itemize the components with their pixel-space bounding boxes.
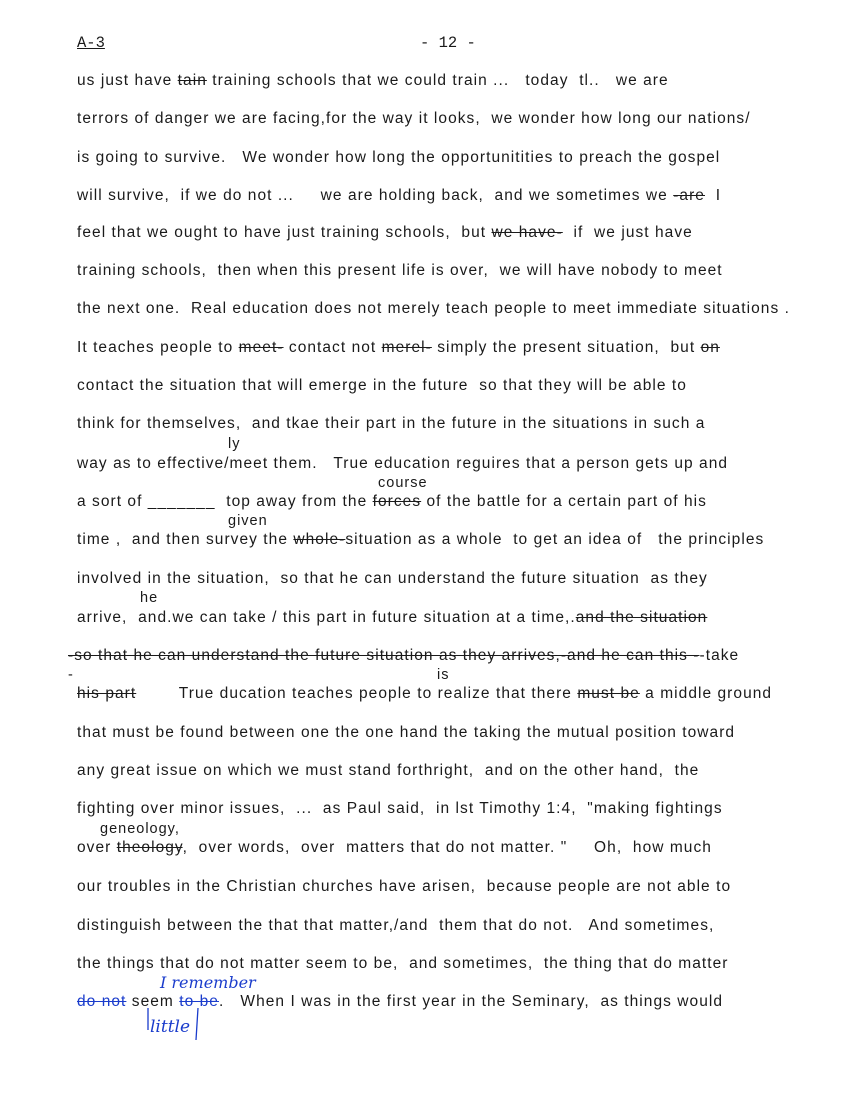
struck-text: his part xyxy=(77,685,137,702)
line-text: way as to effective/meet them. True education reguires that a person gets up and xyxy=(77,455,729,472)
line-text: feel that we ought to have just training schools, but xyxy=(77,224,492,241)
line-text: of the battle for a certain part of his xyxy=(421,493,707,510)
struck-text: meet- xyxy=(238,339,284,356)
insertion-is: is xyxy=(437,667,450,683)
struck-text: tain xyxy=(177,72,207,89)
line-text: distinguish between the that that matter,/and them that do not. And sometimes, xyxy=(77,917,715,934)
struck-text: whole- xyxy=(293,531,346,548)
text-line xyxy=(68,647,739,665)
text-line xyxy=(77,493,707,511)
line-text: situation as a whole to get an idea of the principles xyxy=(345,531,765,548)
line-text: over xyxy=(77,839,117,856)
struck-text: forces xyxy=(372,493,422,510)
struck-text: -so that he can understand the future situation as they arrives,-and he can this - xyxy=(68,647,700,664)
text-line xyxy=(77,955,729,973)
line-text: that must be found between one the one hand the taking the mutual position toward xyxy=(77,724,736,741)
line-text: . When I was in the first year in the Seminary, as things would xyxy=(218,993,724,1010)
text-line xyxy=(77,72,669,90)
handwritten-little: little xyxy=(150,1017,191,1037)
struck-text: we have- xyxy=(491,224,563,241)
struck-text: theology xyxy=(116,839,183,856)
text-line xyxy=(77,609,707,627)
handwritten-i-remember: I remember xyxy=(160,973,256,992)
line-text: fighting over minor issues, ... as Paul said, in lst Timothy 1:4, "making fightings xyxy=(77,800,723,817)
text-line xyxy=(77,300,790,318)
line-text: contact not xyxy=(283,339,382,356)
line-text: It teaches people to xyxy=(77,339,239,356)
struck-text: to be xyxy=(179,993,219,1010)
insertion-ly: ly xyxy=(228,436,241,452)
line-text: the things that do not matter seem to be, and sometimes, the thing that do matter xyxy=(77,955,729,972)
section-label: A-3 xyxy=(77,34,105,52)
text-line xyxy=(77,724,735,742)
line-text: a middle ground xyxy=(639,685,773,702)
insertion-geneology: geneology, xyxy=(100,821,180,837)
line-text: our troubles in the Christian churches have arisen, because people are not able to xyxy=(77,878,732,895)
line-text: -take xyxy=(699,647,740,664)
line-text: arrive, and.we can take / this part in future situation at a time,. xyxy=(77,609,576,626)
insertion-he: he xyxy=(140,590,159,606)
insertion-dash: - xyxy=(68,667,74,683)
line-text: True ducation teaches people to realize that there xyxy=(136,685,578,702)
line-text: involved in the situation, so that he can understand the future situation as they xyxy=(77,570,708,587)
text-line xyxy=(77,415,705,433)
text-line xyxy=(77,455,728,473)
insertion-given: given xyxy=(228,513,268,529)
line-text: if we just have xyxy=(562,224,693,241)
struck-text: merel- xyxy=(381,339,432,356)
struck-text: and the situation xyxy=(575,609,708,626)
text-line xyxy=(77,110,751,128)
struck-text: -are xyxy=(673,187,705,204)
text-line xyxy=(77,224,693,242)
text-line xyxy=(77,149,720,167)
line-text: is going to survive. We wonder how long the opportunitities to preach the gospel xyxy=(77,149,721,166)
line-text: a sort of _______ top away from the xyxy=(77,493,373,510)
line-text: training schools, then when this present life is over, we will have nobody to meet xyxy=(77,262,723,279)
line-text: terrors of danger we are facing,for the way it looks, we wonder how long our nations/ xyxy=(77,110,751,127)
line-text: the next one. Real education does not merely teach people to meet immediate situations . xyxy=(77,300,790,317)
line-text: seem xyxy=(126,993,180,1010)
line-text: time , and then survey the xyxy=(77,531,294,548)
handwritten-insertion-mark xyxy=(140,1004,220,1054)
line-text: training schools that we could train ... today tl.. we are xyxy=(206,72,669,89)
struck-text: do not xyxy=(77,993,127,1010)
text-line xyxy=(77,762,699,780)
text-line xyxy=(77,339,720,357)
text-line xyxy=(77,800,723,818)
text-line xyxy=(77,839,712,857)
insertion-course: course xyxy=(378,475,428,491)
line-text: simply the present situation, but xyxy=(431,339,701,356)
line-text: will survive, if we do not ... we are holding back, and we sometimes we xyxy=(77,187,674,204)
line-text: I xyxy=(704,187,722,204)
text-line xyxy=(77,377,687,395)
line-text: contact the situation that will emerge in the future so that they will be able to xyxy=(77,377,687,394)
struck-text: must be xyxy=(577,685,640,702)
line-text: , over words, over matters that do not matter. " Oh, how much xyxy=(182,839,712,856)
text-line xyxy=(77,570,708,588)
text-line xyxy=(77,262,723,280)
text-line xyxy=(77,531,764,549)
text-line xyxy=(77,878,731,896)
page-number: - 12 - xyxy=(420,34,476,52)
text-line xyxy=(77,685,772,703)
line-text: us just have xyxy=(77,72,178,89)
struck-text: on xyxy=(700,339,720,356)
text-line xyxy=(77,187,721,205)
line-text: any great issue on which we must stand forthright, and on the other hand, the xyxy=(77,762,700,779)
text-line xyxy=(77,917,714,935)
line-text: think for themselves, and tkae their part in the future in the situations in such a xyxy=(77,415,706,432)
